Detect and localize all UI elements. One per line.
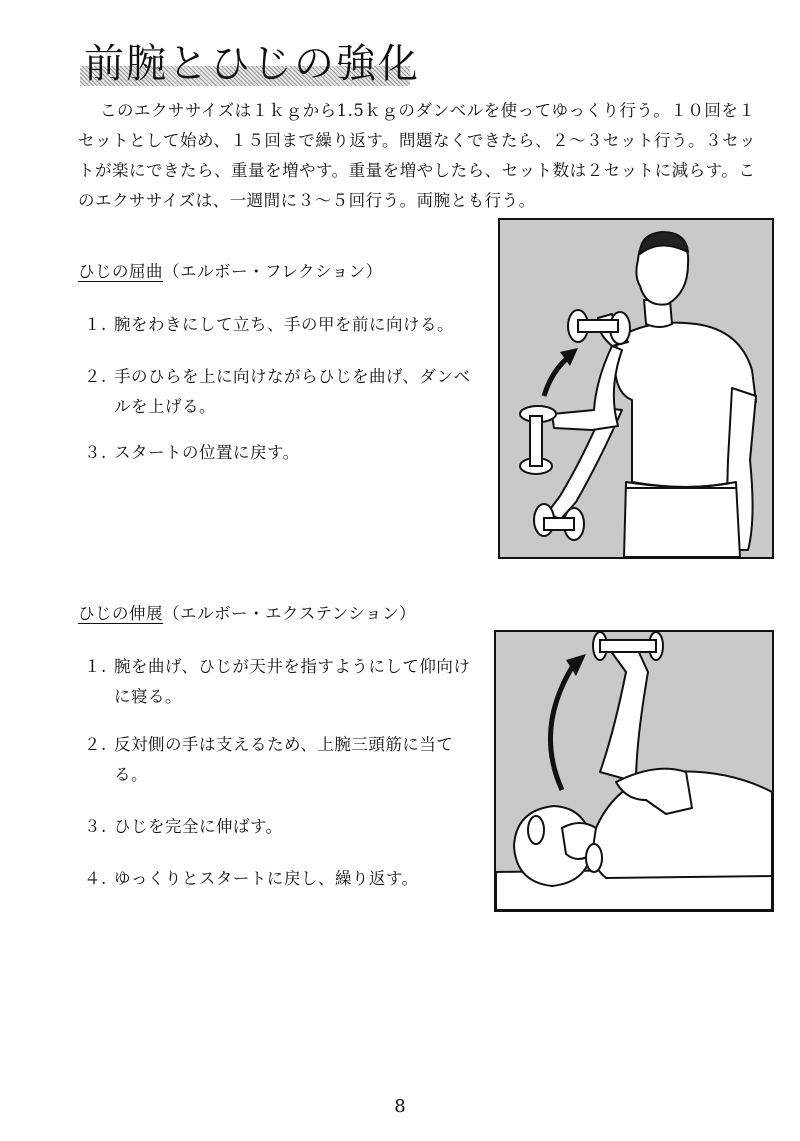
section-heading-subtitle: （エルボー・エクステンション） — [163, 604, 416, 623]
list-item — [84, 362, 479, 422]
page-number: 8 — [394, 1096, 406, 1117]
elbow-flexion-illustration — [498, 218, 774, 559]
list-item — [84, 310, 479, 340]
standing-man-dumbbell-curl-image — [500, 220, 772, 557]
page-title: 前腕とひじの強化 — [84, 41, 420, 87]
step-number: ４. — [84, 869, 107, 888]
step-number: １. — [84, 315, 107, 334]
step-text: ひじを完全に伸ばす。 — [114, 817, 283, 836]
list-item — [84, 438, 479, 468]
section-heading-title: ひじの屈曲 — [78, 262, 163, 281]
section-elbow-flexion — [78, 258, 478, 462]
step-number: ３. — [84, 817, 107, 836]
step-text: 手のひらを上に向けながらひじを曲げ、ダンベルを上げる。 — [114, 367, 471, 416]
list-item — [84, 652, 479, 712]
section-heading — [78, 258, 478, 282]
step-text: スタートの位置に戻す。 — [114, 443, 300, 462]
list-item — [84, 812, 479, 842]
intro-paragraph: このエクササイズは１ｋｇから1.5ｋｇのダンベルを使ってゆっくり行う。１０回を１セットとして始め、１５回まで繰り返す。問題なくできたら、２～３セット行う。３セットが楽にできたら、重量を増やす。重量を増やしたら、セット数は２セットに減らす。このエクササイズは、一週間に３～５回行う。両腕とも行う。 — [78, 101, 757, 210]
section-heading — [78, 600, 478, 624]
title-block — [80, 30, 420, 90]
lying-man-triceps-extension-image — [496, 632, 772, 910]
step-text: ゆっくりとスタートに戻し、繰り返す。 — [114, 869, 419, 888]
step-number: ２. — [84, 735, 107, 754]
step-number: ２. — [84, 367, 107, 386]
list-item — [84, 730, 479, 790]
elbow-extension-illustration — [494, 630, 774, 912]
step-number: ３. — [84, 443, 107, 462]
list-item — [84, 864, 479, 894]
step-text: 腕をわきにして立ち、手の甲を前に向ける。 — [114, 315, 454, 334]
section-heading-subtitle: （エルボー・フレクション） — [163, 262, 383, 281]
step-number: １. — [84, 657, 107, 676]
step-text: 反対側の手は支えるため、上腕三頭筋に当てる。 — [114, 735, 454, 784]
step-text: 腕を曲げ、ひじが天井を指すようにして仰向けに寝る。 — [114, 657, 471, 706]
section-heading-title: ひじの伸展 — [78, 604, 163, 623]
section-elbow-extension — [78, 600, 478, 888]
